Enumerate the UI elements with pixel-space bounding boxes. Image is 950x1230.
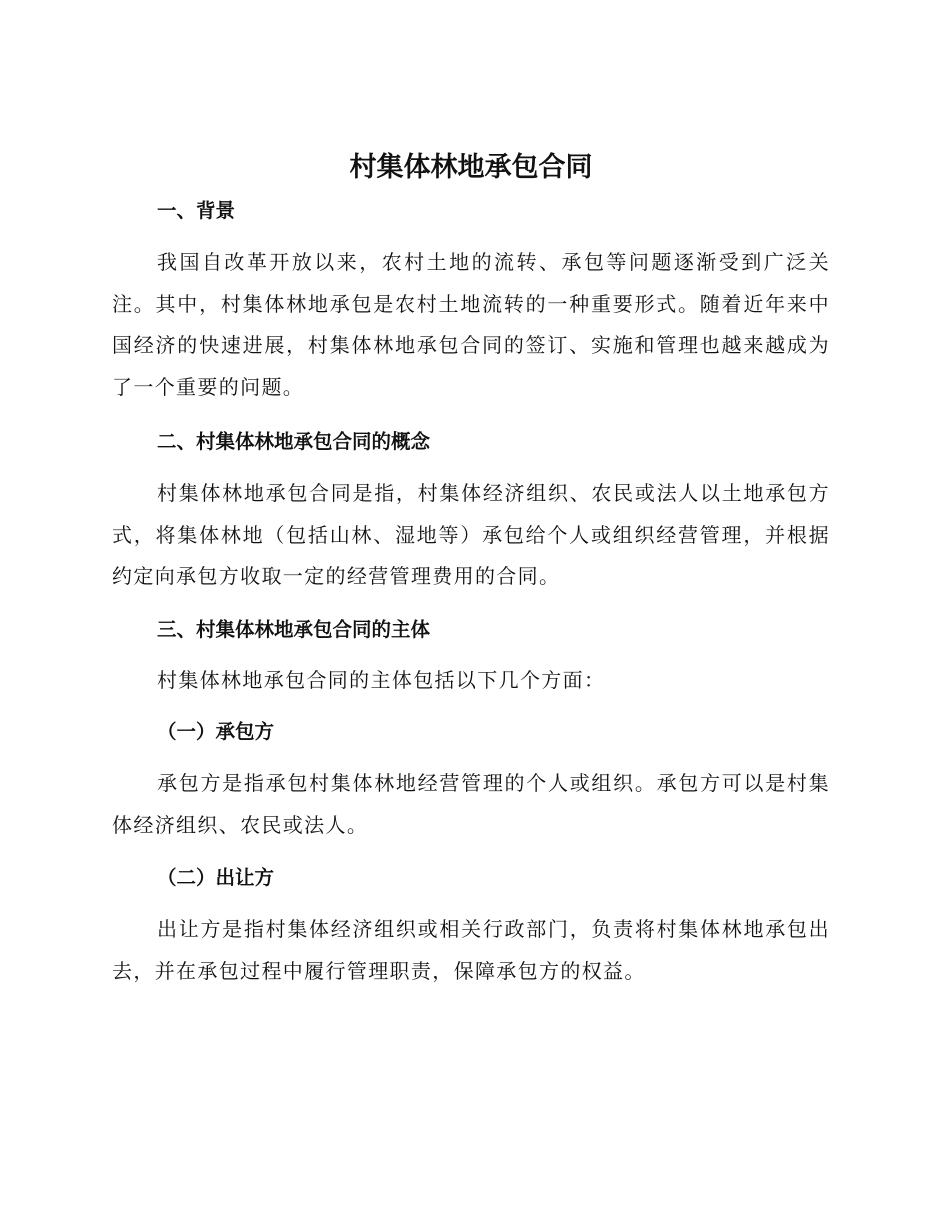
section-heading-contractor: （一）承包方	[157, 720, 275, 743]
section-heading-transferor: （二）出让方	[157, 866, 275, 889]
document-title: 村集体林地承包合同	[349, 152, 593, 183]
section-paragraph-contractor: 承包方是指承包村集体林地经营管理的个人或组织。承包方可以是村集体经济组织、农民或法人。	[112, 771, 830, 837]
section-paragraph-concept: 村集体林地承包合同是指，村集体经济组织、农民或法人以土地承包方式，将集体林地（包括山林、湿地等）承包给个人或组织经营管理，并根据约定向承包方收取一定的经营管理费用的合同。	[112, 481, 830, 588]
section-paragraph-transferor: 出让方是指村集体经济组织或相关行政部门，负责将村集体林地承包出去，并在承包过程中履行管理职责，保障承包方的权益。	[112, 917, 830, 983]
section-heading-background: 一、背景	[157, 199, 236, 222]
section-heading-parties: 三、村集体林地承包合同的主体	[157, 618, 431, 641]
section-paragraph-background: 我国自改革开放以来，农村土地的流转、承包等问题逐渐受到广泛关注。其中，村集体林地承包是农村土地流转的一种重要形式。随着近年来中国经济的快速进展，村集体林地承包合同的签订、实施和管理也越来越成为了一个重要的问题。	[112, 250, 830, 399]
document-page	[112, 0, 830, 1230]
section-heading-concept: 二、村集体林地承包合同的概念	[157, 430, 431, 453]
section-paragraph-parties: 村集体林地承包合同的主体包括以下几个方面：	[157, 668, 606, 692]
